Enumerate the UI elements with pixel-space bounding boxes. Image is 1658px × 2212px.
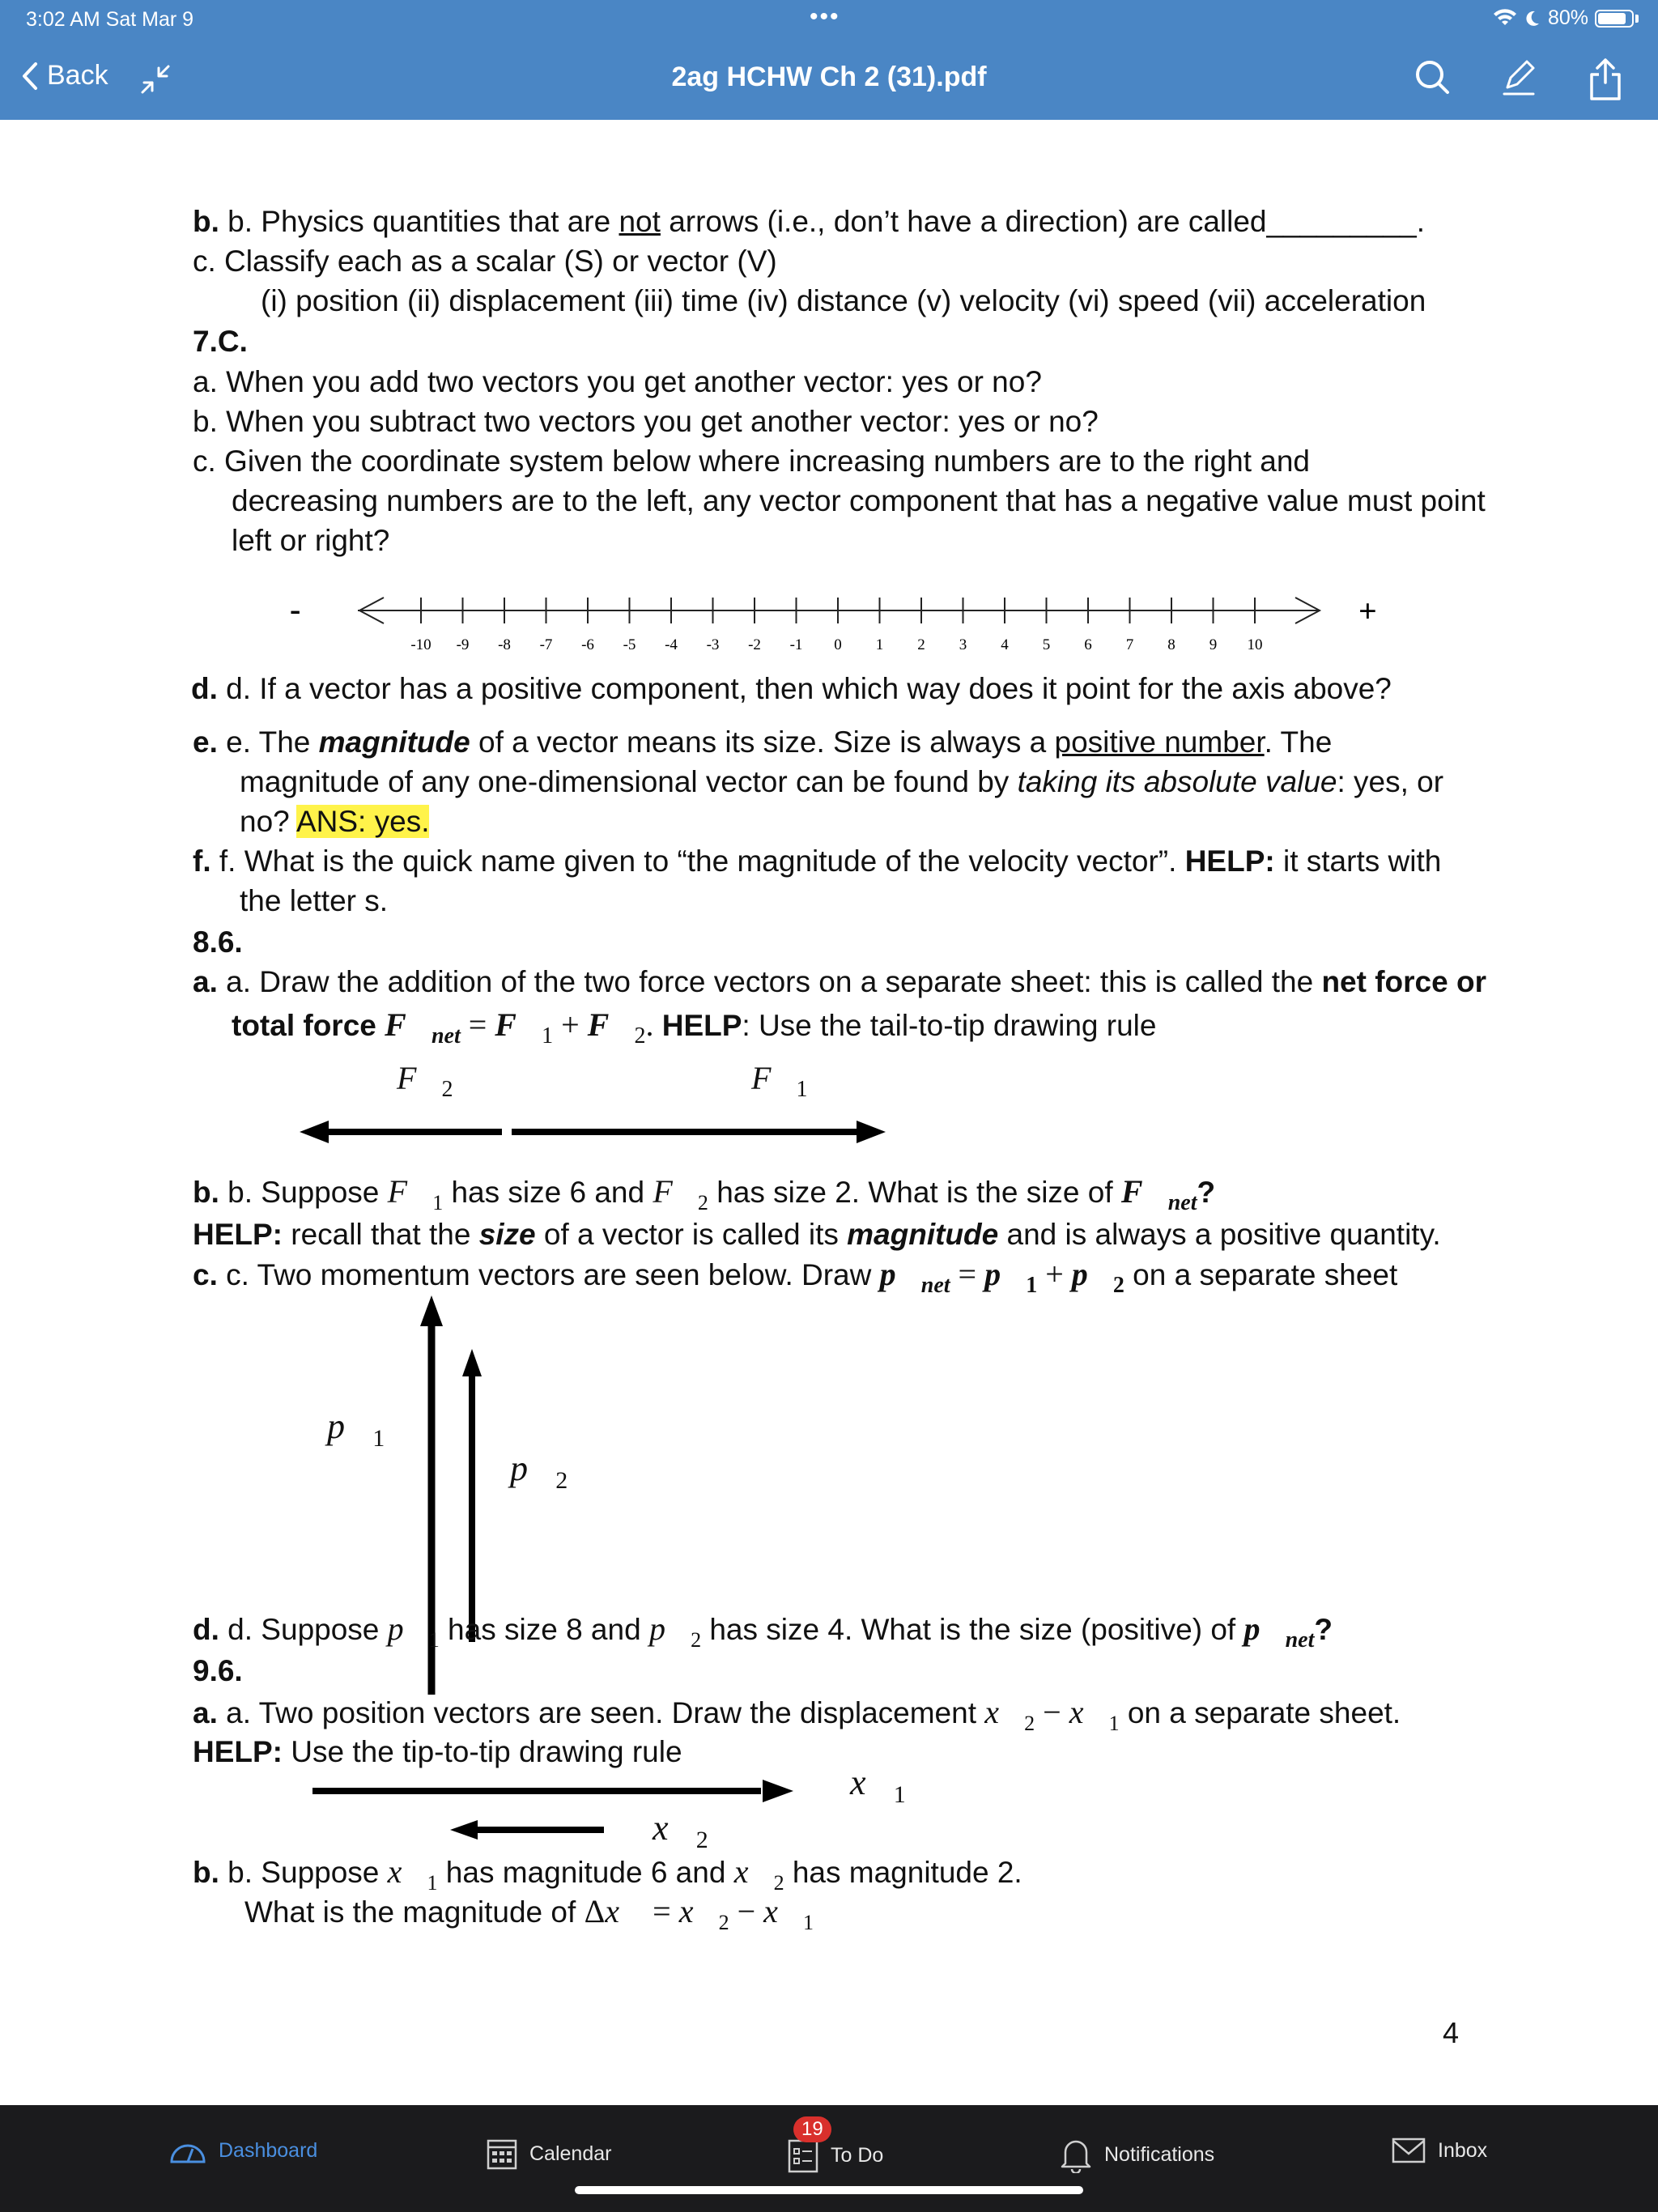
number-line-tick-label: 8	[1167, 636, 1175, 653]
question-line: What is the magnitude of Δx⃗ = $x⃗_2$ − $x⃗_1$	[244, 1893, 814, 1934]
tab-notifications[interactable]	[1059, 2136, 1214, 2173]
envelope-icon	[1391, 2136, 1426, 2165]
number-line-tick-label: -6	[581, 636, 594, 653]
number-line-tick-label: -4	[665, 636, 678, 653]
question-line: no? ANS: yes.	[240, 805, 430, 838]
question-line: d. d. Suppose $p⃗_1$ has size 8 and $p⃗_2$ has size 4. What is the size (positive) of $p⃗_{net}$?	[193, 1610, 1333, 1653]
multitasking-dots[interactable]: •••	[810, 3, 840, 30]
back-label: Back	[47, 60, 108, 91]
question-line: f. f. What is the quick name given to “the magnitude of the velocity vector”. HELP: it starts with	[193, 844, 1442, 878]
x1-arrow	[312, 1780, 793, 1802]
number-line-tick-label: 9	[1209, 636, 1218, 653]
x1-label: $x_1$	[850, 1763, 906, 1808]
number-line-plus: +	[1358, 593, 1377, 629]
number-line-tick-label: -8	[498, 636, 511, 653]
question-line: c. Classify each as a scalar (S) or vector (V)	[193, 245, 777, 278]
question-line: total force $F⃗_{net}$ = $F⃗_1$ + $F⃗_2$. HELP: Use the tail-to-tip drawing rule	[232, 1006, 1157, 1049]
tab-dashboard[interactable]	[168, 2136, 317, 2165]
number-line	[283, 581, 1392, 662]
position-vectors-diagram	[308, 1772, 801, 1853]
section-heading: 7.C.	[193, 325, 248, 358]
question-line: c. Given the coordinate system below where increasing numbers are to the right and	[193, 445, 1311, 478]
number-line-tick-label: 7	[1125, 636, 1134, 653]
question-line: HELP: Use the tip-to-tip drawing rule	[193, 1735, 682, 1768]
markup-pen-icon[interactable]	[1499, 57, 1538, 99]
moon-icon	[1524, 9, 1541, 28]
p2-arrow	[462, 1349, 482, 1642]
f1-arrow	[512, 1121, 886, 1143]
f1-label: $F_1$	[751, 1060, 808, 1102]
number-line-tick-label: 10	[1247, 636, 1263, 653]
number-line-tick-label: -3	[706, 636, 720, 653]
f2-label: $F_2$	[397, 1060, 453, 1102]
status-bar	[0, 0, 1658, 40]
question-line: left or right?	[232, 524, 390, 557]
number-line-tick-label: 5	[1042, 636, 1051, 653]
number-line-tick-label: -2	[748, 636, 761, 653]
todo-count-badge: 19	[793, 2116, 831, 2142]
number-line-tick-label: -5	[623, 636, 636, 653]
p2-label: $p_2$	[510, 1448, 568, 1494]
number-line-minus: -	[290, 591, 301, 627]
question-line: a. a. Draw the addition of the two force vectors on a separate sheet: this is called the net force or	[193, 965, 1486, 998]
tab-calendar[interactable]	[486, 2136, 611, 2172]
question-line: a. When you add two vectors you get another vector: yes or no?	[193, 365, 1042, 398]
question-line: d. d. If a vector has a positive component, then which way does it point for the axis above?	[191, 672, 1392, 705]
question-line: b. b. Physics quantities that are not arrows (i.e., don’t have a direction) are called_________.	[193, 205, 1425, 238]
tab-label: To Do	[831, 2143, 884, 2167]
search-icon[interactable]	[1412, 57, 1451, 99]
number-line-tick-label: 1	[875, 636, 884, 653]
number-line-tick-label: -9	[456, 636, 470, 653]
tab-label: Inbox	[1438, 2138, 1488, 2162]
section-heading: 9.6.	[193, 1654, 243, 1687]
battery-icon	[1595, 10, 1634, 28]
question-line: decreasing numbers are to the left, any vector component that has a negative value must point	[232, 484, 1486, 517]
answer-highlight: ANS: yes.	[295, 805, 430, 838]
number-line-tick-label: -10	[410, 636, 432, 653]
x2-label: $x_2$	[653, 1808, 708, 1853]
p1-label: $p_1$	[327, 1406, 385, 1452]
pdf-page[interactable]	[0, 120, 1658, 2105]
number-line-tick-label: 4	[1001, 636, 1009, 653]
status-time: 3:02 AM Sat Mar 9	[26, 8, 194, 31]
page-number: 4	[1443, 2016, 1460, 2049]
number-line-tick-label: 2	[917, 636, 925, 653]
number-line-tick-label: 6	[1084, 636, 1092, 653]
question-line: e. e. The magnitude of a vector means its size. Size is always a positive number. The	[193, 725, 1333, 759]
tab-label: Dashboard	[219, 2138, 318, 2162]
force-vectors-diagram	[300, 1116, 891, 1156]
number-line-tick-label: 3	[959, 636, 967, 653]
nav-row	[0, 49, 1658, 112]
question-line: b. When you subtract two vectors you get another vector: yes or no?	[193, 405, 1099, 438]
home-indicator[interactable]	[575, 2186, 1083, 2194]
tab-todo[interactable]	[787, 2136, 883, 2175]
calendar-icon	[486, 2136, 518, 2172]
wifi-icon	[1493, 9, 1517, 28]
number-line-tick-label: -1	[789, 636, 803, 653]
battery-status	[1493, 6, 1639, 30]
question-line: (i) position (ii) displacement (iii) time (iv) distance (v) velocity (vi) speed (vii) acceleration	[261, 284, 1426, 317]
question-line: b. b. Suppose $F⃗_1$ has size 6 and $F⃗_2$ has size 2. What is the size of $F⃗_{net}$?	[193, 1173, 1216, 1215]
share-icon[interactable]	[1587, 57, 1624, 102]
document-title: 2ag HCHW Ch 2 (31).pdf	[671, 62, 987, 92]
question-line: a. a. Two position vectors are seen. Draw the displacement $x⃗_2$ − $x⃗_1$ on a separate sheet.	[193, 1694, 1401, 1735]
battery-percent: 80%	[1547, 6, 1588, 29]
question-line: magnitude of any one-dimensional vector can be found by taking its absolute value: yes, or	[240, 765, 1444, 798]
dashboard-icon	[168, 2136, 207, 2165]
number-line-tick-label: 0	[834, 636, 842, 653]
question-line: HELP: recall that the size of a vector is called its magnitude and is always a positive quantity.	[193, 1218, 1441, 1251]
question-line: the letter s.	[240, 884, 389, 917]
f2-arrow	[300, 1121, 502, 1143]
bottom-tab-bar	[0, 2105, 1658, 2212]
top-bar	[0, 0, 1658, 120]
tab-inbox[interactable]	[1391, 2136, 1487, 2165]
section-heading: 8.6.	[193, 925, 243, 959]
question-line: b. b. Suppose $x⃗_1$ has magnitude 6 and $x⃗_2$ has magnitude 2.	[193, 1853, 1022, 1895]
x2-arrow	[450, 1820, 604, 1840]
number-line-tick-label: -7	[539, 636, 553, 653]
tab-label: Notifications	[1104, 2142, 1215, 2166]
tab-label: Calendar	[529, 2142, 612, 2165]
question-line: c. c. Two momentum vectors are seen below. Draw $p⃗_{net}$ = $p⃗_1$ + $p⃗_2$ on a separate sheet	[193, 1256, 1398, 1298]
bell-icon	[1059, 2136, 1093, 2173]
